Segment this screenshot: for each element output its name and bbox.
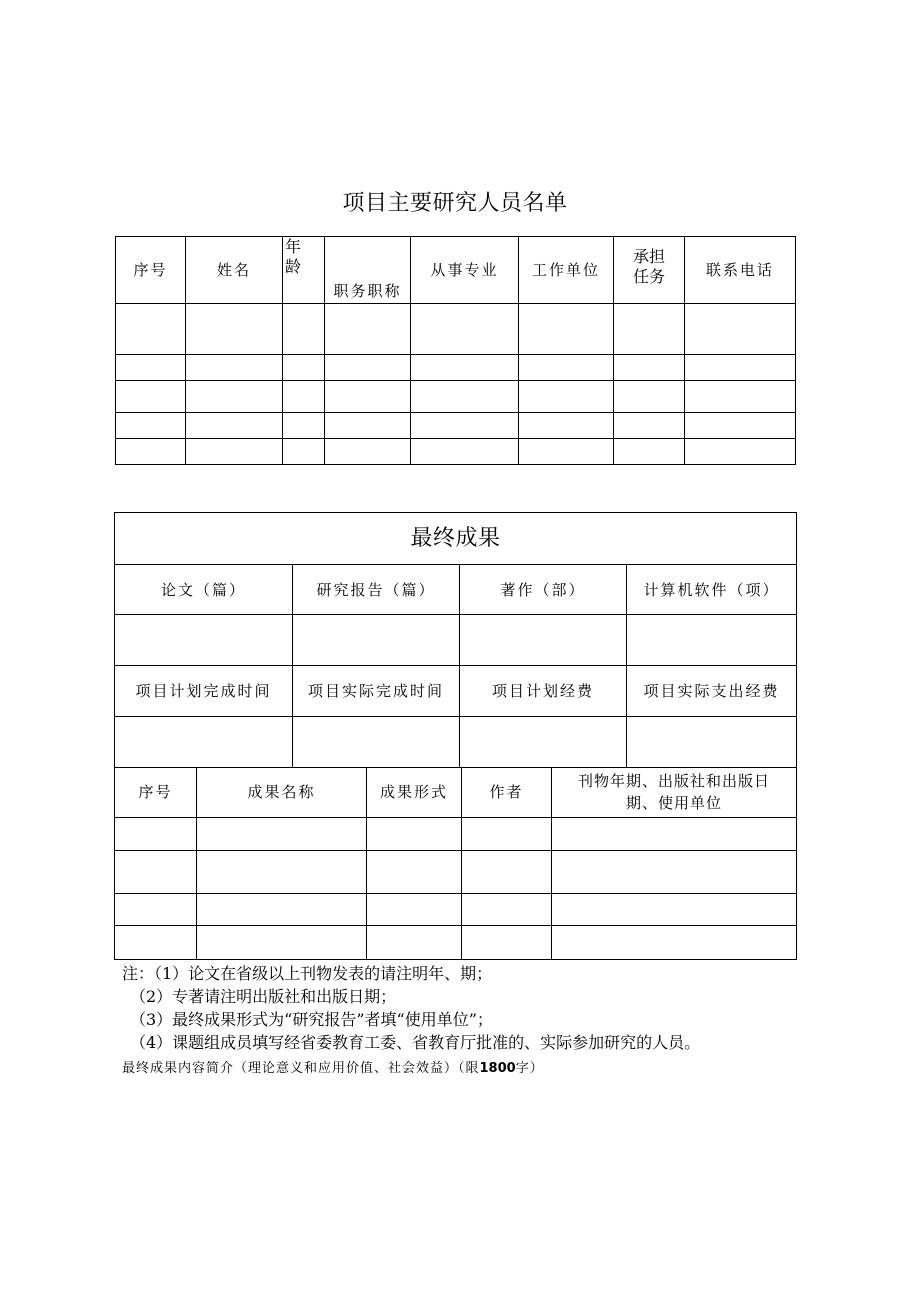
note-line-4: （4）课题组成员填写经省委教育工委、省教育厅批准的、实际参加研究的人员。 (130, 1033, 701, 1052)
member-cell[interactable] (519, 304, 614, 355)
member-cell[interactable] (685, 381, 796, 413)
member-row (116, 381, 796, 413)
member-cell[interactable] (283, 304, 325, 355)
note-line-1: 注：（1）论文在省级以上刊物发表的请注明年、期； (122, 964, 493, 983)
header-age-line2: 龄 (285, 257, 302, 276)
member-cell[interactable] (519, 413, 614, 439)
detail-cell[interactable] (367, 817, 462, 850)
detail-cell[interactable] (462, 893, 552, 925)
member-cell[interactable] (519, 355, 614, 381)
member-cell[interactable] (325, 304, 411, 355)
header-publication (552, 767, 797, 817)
output-header-row (115, 565, 797, 615)
schedule-value-row (115, 717, 797, 768)
detail-cell[interactable] (552, 850, 797, 893)
member-row (116, 413, 796, 439)
papers-value-cell[interactable] (115, 615, 293, 666)
detail-row (115, 850, 797, 893)
details-header-row (115, 767, 797, 817)
summary-limit: 1800 (479, 1061, 516, 1076)
header-planned-budget: 项目计划经费 (460, 666, 627, 717)
detail-row (115, 925, 797, 959)
detail-cell[interactable] (462, 850, 552, 893)
header-publication-line2: 期、使用单位 (625, 793, 722, 812)
header-specialty: 从事专业 (411, 237, 519, 304)
header-publication-line1: 刊物年期、出版社和出版日 (577, 771, 770, 790)
planned-completion-cell[interactable] (115, 717, 293, 768)
detail-row (115, 893, 797, 925)
member-cell[interactable] (186, 304, 283, 355)
header-unit: 工作单位 (519, 237, 614, 304)
header-reports: 研究报告（篇） (293, 565, 460, 615)
member-cell[interactable] (614, 439, 685, 465)
member-cell[interactable] (411, 413, 519, 439)
note-line-3: （3）最终成果形式为“研究报告”者填“使用单位”； (130, 1010, 493, 1029)
member-cell[interactable] (614, 304, 685, 355)
header-planned-completion: 项目计划完成时间 (115, 666, 293, 717)
detail-cell[interactable] (552, 893, 797, 925)
member-cell[interactable] (325, 355, 411, 381)
member-cell[interactable] (614, 381, 685, 413)
detail-row (115, 817, 797, 850)
research-members-table (115, 236, 796, 465)
summary-prefix: 最终成果内容简介（理论意义和应用价值、社会效益）（限 (122, 1061, 480, 1076)
summary-heading (122, 1059, 544, 1079)
member-cell[interactable] (116, 304, 186, 355)
member-cell[interactable] (685, 439, 796, 465)
member-cell[interactable] (116, 355, 186, 381)
member-cell[interactable] (283, 355, 325, 381)
detail-cell[interactable] (197, 850, 367, 893)
header-age (283, 237, 325, 304)
header-result-name: 成果名称 (197, 767, 367, 817)
member-cell[interactable] (685, 355, 796, 381)
member-cell[interactable] (614, 413, 685, 439)
detail-cell[interactable] (462, 925, 552, 959)
result-details-table (114, 767, 797, 960)
header-papers: 论文（篇） (115, 565, 293, 615)
results-table-title: 最终成果 (115, 513, 797, 565)
header-software: 计算机软件（项） (627, 565, 797, 615)
header-seq: 序号 (116, 237, 186, 304)
member-cell[interactable] (186, 381, 283, 413)
planned-budget-cell[interactable] (460, 717, 627, 768)
member-cell[interactable] (116, 381, 186, 413)
member-cell[interactable] (116, 413, 186, 439)
actual-completion-cell[interactable] (293, 717, 460, 768)
header-name: 姓名 (186, 237, 283, 304)
member-row (116, 304, 796, 355)
member-cell[interactable] (325, 439, 411, 465)
member-row (116, 439, 796, 465)
member-cell[interactable] (411, 355, 519, 381)
final-results-table (114, 512, 797, 768)
member-cell[interactable] (685, 304, 796, 355)
member-cell[interactable] (186, 355, 283, 381)
member-cell[interactable] (283, 381, 325, 413)
member-cell[interactable] (116, 439, 186, 465)
member-cell[interactable] (614, 355, 685, 381)
member-row (116, 355, 796, 381)
reports-value-cell[interactable] (293, 615, 460, 666)
header-books: 著作（部） (460, 565, 627, 615)
detail-cell[interactable] (552, 925, 797, 959)
header-task (614, 237, 685, 304)
note-line-2: （2）专著请注明出版社和出版日期； (130, 987, 397, 1006)
actual-spending-cell[interactable] (627, 717, 797, 768)
member-cell[interactable] (186, 439, 283, 465)
software-value-cell[interactable] (627, 615, 797, 666)
header-phone: 联系电话 (685, 237, 796, 304)
header-actual-spending: 项目实际支出经费 (627, 666, 797, 717)
schedule-header-row (115, 666, 797, 717)
member-cell[interactable] (283, 439, 325, 465)
header-task-line1: 承担 (632, 247, 665, 266)
member-cell[interactable] (411, 439, 519, 465)
books-value-cell[interactable] (460, 615, 627, 666)
summary-suffix: 字） (515, 1061, 544, 1076)
detail-cell[interactable] (367, 893, 462, 925)
detail-cell[interactable] (115, 925, 197, 959)
member-cell[interactable] (325, 413, 411, 439)
member-cell[interactable] (283, 413, 325, 439)
member-cell[interactable] (411, 304, 519, 355)
member-cell[interactable] (411, 381, 519, 413)
detail-cell[interactable] (462, 817, 552, 850)
detail-cell[interactable] (115, 850, 197, 893)
detail-cell[interactable] (197, 925, 367, 959)
detail-cell[interactable] (115, 817, 197, 850)
members-header-row (116, 237, 796, 304)
member-cell[interactable] (186, 413, 283, 439)
detail-cell[interactable] (115, 893, 197, 925)
header-result-form: 成果形式 (367, 767, 462, 817)
header-actual-completion: 项目实际完成时间 (293, 666, 460, 717)
members-table-title: 项目主要研究人员名单 (342, 191, 568, 216)
header-duty: 职务职称 (325, 237, 411, 304)
header-author: 作者 (462, 767, 552, 817)
member-cell[interactable] (519, 439, 614, 465)
detail-cell[interactable] (552, 817, 797, 850)
detail-cell[interactable] (367, 850, 462, 893)
detail-cell[interactable] (367, 925, 462, 959)
header-task-line2: 任务 (632, 267, 665, 286)
member-cell[interactable] (685, 413, 796, 439)
member-cell[interactable] (325, 381, 411, 413)
detail-cell[interactable] (197, 817, 367, 850)
member-cell[interactable] (519, 381, 614, 413)
header-detail-seq: 序号 (115, 767, 197, 817)
notes-block (122, 962, 822, 1054)
header-age-line1: 年 (285, 237, 302, 256)
detail-cell[interactable] (197, 893, 367, 925)
output-value-row (115, 615, 797, 666)
